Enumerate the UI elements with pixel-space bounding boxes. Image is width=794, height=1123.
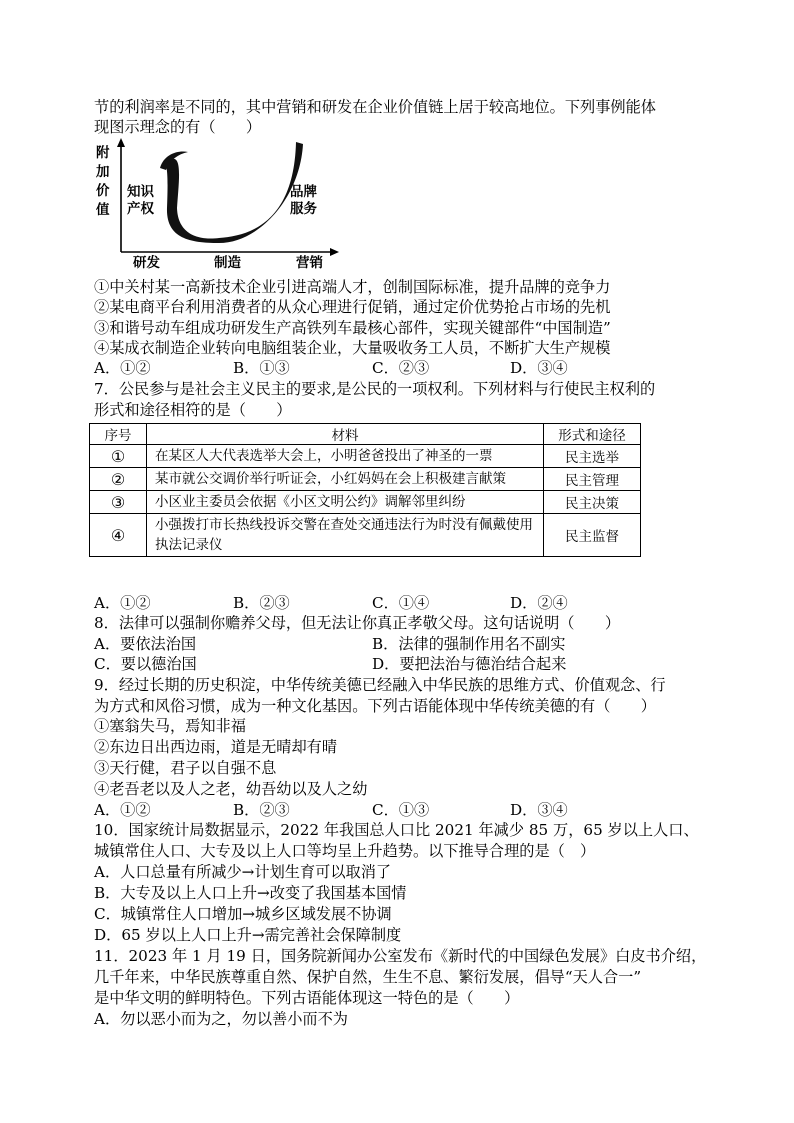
- y-axis-arrow: [117, 138, 125, 147]
- q11-stem-line2: 几千年来，中华民族尊重自然、保护自然，生生不息、繁衍发展，倡导“天人合一”: [94, 968, 642, 986]
- q8-stem: 8．法律可以强制你赡养父母，但无法让你真正孝敬父母。这句话说明（ ）: [94, 614, 621, 632]
- q6-option-a: A．①②: [94, 359, 151, 377]
- q10-stem-line2: 城镇常住人口、大专及以上人口等均呈上升趋势。以下推导合理的是（ ）: [94, 842, 596, 860]
- row-material: 小强拨打市长热线投诉交警在查处交通违法行为时没有佩戴使用执法记录仪: [147, 514, 544, 557]
- q9-item-4: ④老吾老以及人之老，幼吾幼以及人之幼: [94, 780, 368, 798]
- q8-option-a: A．要依法治国: [94, 635, 197, 653]
- y-axis-label: 附加价值: [96, 145, 110, 218]
- table-row: [90, 445, 641, 468]
- left-text-label: 知识产权: [127, 184, 154, 217]
- q9-stem-line2: 为方式和风俗习惯，成为一种文化基因。下列古语能体现中华传统美德的有（ ）: [94, 697, 656, 715]
- q7-option-c: C．①④: [372, 594, 430, 612]
- q7-stem-line2: 形式和途径相符的是（ ）: [94, 401, 292, 419]
- table-row: [90, 514, 641, 557]
- q7-table: [89, 423, 641, 557]
- q10-stem-line1: 10．国家统计局数据显示，2022 年我国总人口比 2021 年减少 85 万，65 岁以上人口、: [94, 821, 699, 839]
- q10-option-c: C．城镇常住人口增加→城乡区域发展不协调: [94, 905, 392, 923]
- q10-option-b: B．大专及以上人口上升→改变了我国基本国情: [94, 884, 407, 902]
- row-form: 民主决策: [544, 491, 641, 514]
- row-material: 在某区人大代表选举大会上，小明爸爸投出了神圣的一票: [147, 445, 544, 468]
- table-row: [90, 468, 641, 491]
- table-row: [90, 491, 641, 514]
- q7-stem-line1: 7．公民参与是社会主义民主的要求,是公民的一项权利。下列材料与行使民主权利的: [94, 380, 656, 398]
- q9-option-b: B．②③: [233, 801, 290, 819]
- header-form: 形式和途径: [544, 424, 641, 445]
- x-label-marketing: 营销: [296, 255, 323, 271]
- row-form: 民主监督: [544, 514, 641, 557]
- q8-option-c: C．要以德治国: [94, 655, 197, 673]
- q8-option-b: B．法律的强制作用名不副实: [372, 635, 566, 653]
- q10-option-a: A．人口总量有所减少→计划生育可以取消了: [94, 863, 392, 881]
- q6-stem-line2: 现图示理念的有（ ）: [94, 118, 262, 136]
- q7-option-b: B．②③: [233, 594, 290, 612]
- right-text-label: 品牌服务: [290, 184, 317, 217]
- q11-stem-line1: 11．2023 年 1 月 19 日，国务院新闻办公室发布《新时代的中国绿色发展》白皮书介绍，: [94, 947, 707, 965]
- x-label-manufacturing: 制造: [214, 255, 241, 271]
- q6-item-4: ④某成衣制造企业转向电脑组装企业，大量吸收务工人员，不断扩大生产规模: [94, 339, 611, 357]
- row-num: ①: [90, 445, 147, 468]
- q7-option-a: A．①②: [94, 594, 151, 612]
- smile-curve: [164, 142, 303, 243]
- row-material: 小区业主委员会依据《小区文明公约》调解邻里纠纷: [147, 491, 544, 514]
- q9-stem-line1: 9．经过长期的历史积淀，中华传统美德已经融入中华民族的思维方式、价值观念、行: [94, 676, 666, 694]
- row-form: 民主管理: [544, 468, 641, 491]
- q9-option-a: A．①②: [94, 801, 151, 819]
- q7-option-d: D．②④: [510, 594, 568, 612]
- row-material: 某市就公交调价举行听证会，小红妈妈在会上积极建言献策: [147, 468, 544, 491]
- q6-item-2: ②某电商平台利用消费者的从众心理进行促销，通过定价优势抢占市场的先机: [94, 298, 611, 316]
- row-form: 民主选举: [544, 445, 641, 468]
- q9-item-3: ③天行健，君子以自强不息: [94, 759, 277, 777]
- q6-option-b: B．①③: [233, 359, 290, 377]
- smile-curve-figure: [94, 138, 344, 273]
- header-num: 序号: [90, 424, 147, 445]
- row-num: ③: [90, 491, 147, 514]
- q6-item-1: ①中关村某一高新技术企业引进高端人才，创制国际标准，提升品牌的竞争力: [94, 278, 611, 296]
- row-num: ②: [90, 468, 147, 491]
- q9-option-d: D．③④: [510, 801, 568, 819]
- q11-option-a: A．勿以恶小而为之，勿以善小而不为: [94, 1010, 348, 1028]
- x-axis-arrow: [330, 248, 339, 256]
- q8-option-d: D．要把法治与德治结合起来: [372, 655, 567, 673]
- q6-option-d: D．③④: [510, 359, 568, 377]
- table-header-row: [90, 424, 641, 445]
- header-material: 材料: [147, 424, 544, 445]
- q9-option-c: C．①③: [372, 801, 430, 819]
- q9-item-2: ②东边日出西边雨，道是无晴却有晴: [94, 738, 337, 756]
- q6-option-c: C．②③: [372, 359, 430, 377]
- q10-option-d: D．65 岁以上人口上升→需完善社会保障制度: [94, 926, 402, 944]
- q6-stem-line1: 节的利润率是不同的，其中营销和研发在企业价值链上居于较高地位。下列事例能体: [94, 98, 656, 116]
- q11-stem-line3: 是中华文明的鲜明特色。下列古语能体现这一特色的是（ ）: [94, 989, 520, 1007]
- q9-item-1: ①塞翁失马，焉知非福: [94, 717, 246, 735]
- q6-item-3: ③和谐号动车组成功研发生产高铁列车最核心部件，实现关键部件“中国制造”: [94, 319, 611, 337]
- x-label-rd: 研发: [133, 255, 160, 271]
- row-num: ④: [90, 514, 147, 557]
